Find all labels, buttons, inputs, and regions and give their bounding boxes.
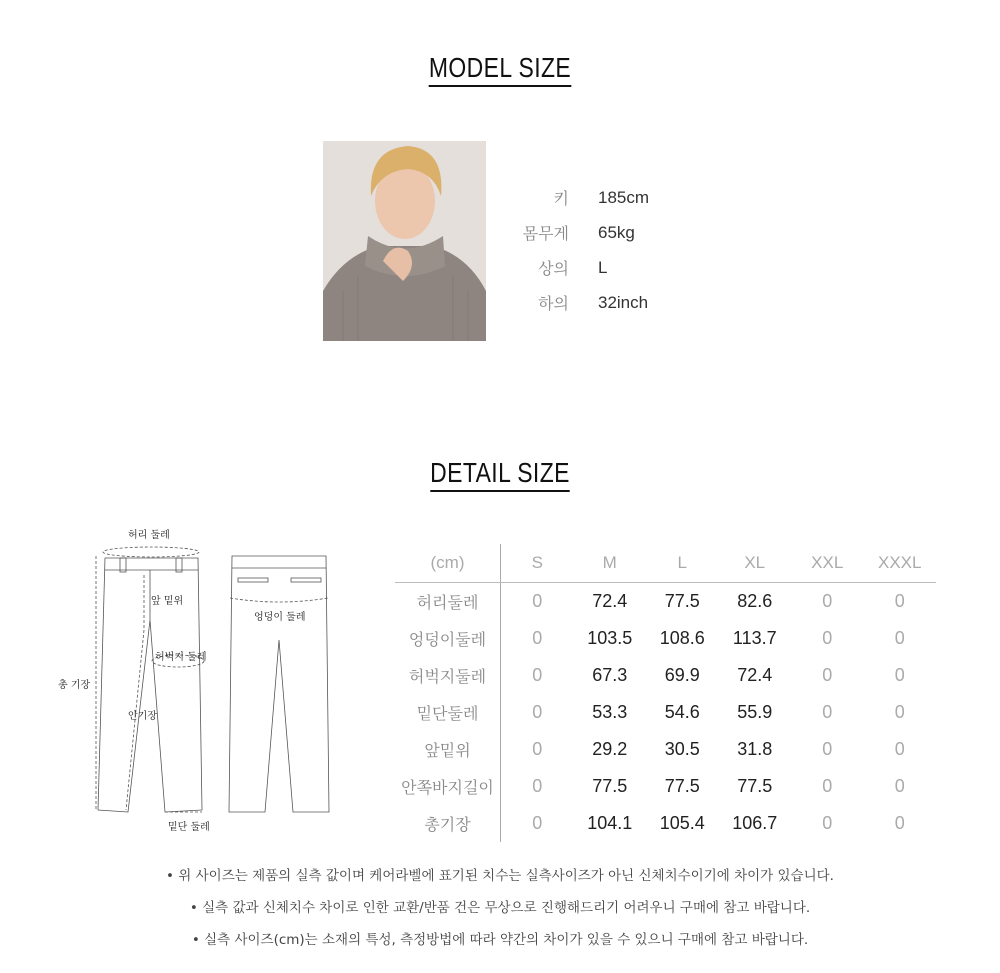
row-label: 총기장: [395, 805, 501, 842]
model-specs: [505, 180, 649, 320]
model-photo: [323, 141, 486, 341]
table-row: [395, 657, 936, 694]
label-hip: 엉덩이 둘레: [254, 612, 306, 623]
size-value-cell: 0: [532, 591, 543, 611]
label-total-length: 총 기장: [58, 680, 91, 691]
size-value-cell: 0: [894, 665, 905, 685]
size-value-cell: 0: [532, 776, 543, 796]
size-value-cell: 67.3: [592, 665, 628, 685]
label-thigh: 허벅지 둘레: [155, 652, 207, 663]
size-value-cell: 0: [532, 813, 543, 833]
size-value-cell: 77.5: [592, 776, 628, 796]
model-size-title: MODEL SIZE: [90, 52, 910, 84]
table-row: [395, 583, 936, 621]
size-value-cell: 77.5: [664, 776, 700, 796]
size-value-cell: 55.9: [737, 702, 773, 722]
size-value-cell: 0: [894, 591, 905, 611]
table-row: [395, 731, 936, 768]
size-col-header: S: [501, 544, 574, 583]
size-value-cell: 82.6: [737, 591, 773, 611]
row-label: 안쪽바지길이: [395, 768, 501, 805]
label-hem: 밑단 둘레: [168, 822, 210, 833]
size-value-cell: 103.5: [587, 628, 633, 648]
spec-height: 키 185cm: [553, 187, 650, 208]
note-item: • 위 사이즈는 제품의 실측 값이며 케어라벨에 표기된 치수는 실측사이즈가 아닌 신체치수이기에 차이가 있습니다.: [166, 868, 834, 884]
size-value-cell: 0: [894, 813, 905, 833]
size-col-header: L: [646, 544, 719, 583]
size-value-cell: 108.6: [659, 628, 705, 648]
size-value-cell: 0: [894, 739, 905, 759]
size-value-cell: 0: [894, 628, 905, 648]
size-value-cell: 0: [822, 813, 833, 833]
size-value-cell: 53.3: [592, 702, 628, 722]
table-row: [395, 694, 936, 731]
table-row: [395, 805, 936, 842]
note-item: • 실측 사이즈(cm)는 소재의 특성, 측정방법에 따라 약간의 차이가 있을 수 있으니 구매에 참고 바랍니다.: [191, 932, 809, 948]
unit-label: (cm): [395, 544, 501, 583]
table-row: [395, 620, 936, 657]
size-value-cell: 105.4: [659, 813, 705, 833]
size-value-cell: 0: [822, 739, 833, 759]
size-value-cell: 77.5: [664, 591, 700, 611]
row-label: 허리둘레: [395, 583, 501, 621]
size-col-header: XXL: [791, 544, 864, 583]
label-inseam: 안기장: [128, 711, 157, 722]
row-label: 앞밑위: [395, 731, 501, 768]
size-col-header: M: [574, 544, 647, 583]
size-value-cell: 0: [822, 776, 833, 796]
size-value-cell: 0: [532, 739, 543, 759]
pants-diagram: [50, 520, 350, 840]
size-value-cell: 30.5: [664, 739, 700, 759]
size-col-header: XXXL: [864, 544, 937, 583]
size-value-cell: 113.7: [732, 628, 777, 648]
size-value-cell: 0: [822, 702, 833, 722]
size-value-cell: 104.1: [587, 813, 633, 833]
size-value-cell: 54.6: [664, 702, 700, 722]
size-value-cell: 0: [822, 665, 833, 685]
detail-size-title: DETAIL SIZE: [90, 457, 910, 489]
size-value-cell: 77.5: [737, 776, 773, 796]
spec-top: 상의 L: [538, 257, 608, 278]
size-value-cell: 72.4: [592, 591, 628, 611]
spec-weight: 몸무게 65kg: [522, 222, 635, 243]
size-value-cell: 69.9: [664, 665, 700, 685]
size-value-cell: 29.2: [592, 739, 628, 759]
note-item: • 실측 값과 신체치수 차이로 인한 교환/반품 건은 무상으로 진행해드리기 어려우니 구매에 참고 바랍니다.: [189, 900, 811, 916]
size-value-cell: 72.4: [737, 665, 773, 685]
size-header-row: [395, 544, 936, 583]
size-table: [395, 544, 936, 842]
size-value-cell: 0: [532, 665, 543, 685]
size-value-cell: 0: [822, 628, 833, 648]
table-row: [395, 768, 936, 805]
label-front-rise: 앞 밑위: [151, 596, 184, 607]
size-value-cell: 31.8: [737, 739, 773, 759]
size-value-cell: 0: [894, 776, 905, 796]
row-label: 허벅지둘레: [395, 657, 501, 694]
size-value-cell: 0: [532, 702, 543, 722]
size-value-cell: 106.7: [732, 813, 778, 833]
notes: [0, 860, 1000, 956]
size-value-cell: 0: [822, 591, 833, 611]
size-value-cell: 0: [894, 702, 905, 722]
spec-bottom: 하의 32inch: [538, 292, 649, 313]
row-label: 밑단둘레: [395, 694, 501, 731]
label-waist: 허리 둘레: [128, 530, 170, 541]
row-label: 엉덩이둘레: [395, 620, 501, 657]
size-value-cell: 0: [532, 628, 543, 648]
size-col-header: XL: [719, 544, 792, 583]
